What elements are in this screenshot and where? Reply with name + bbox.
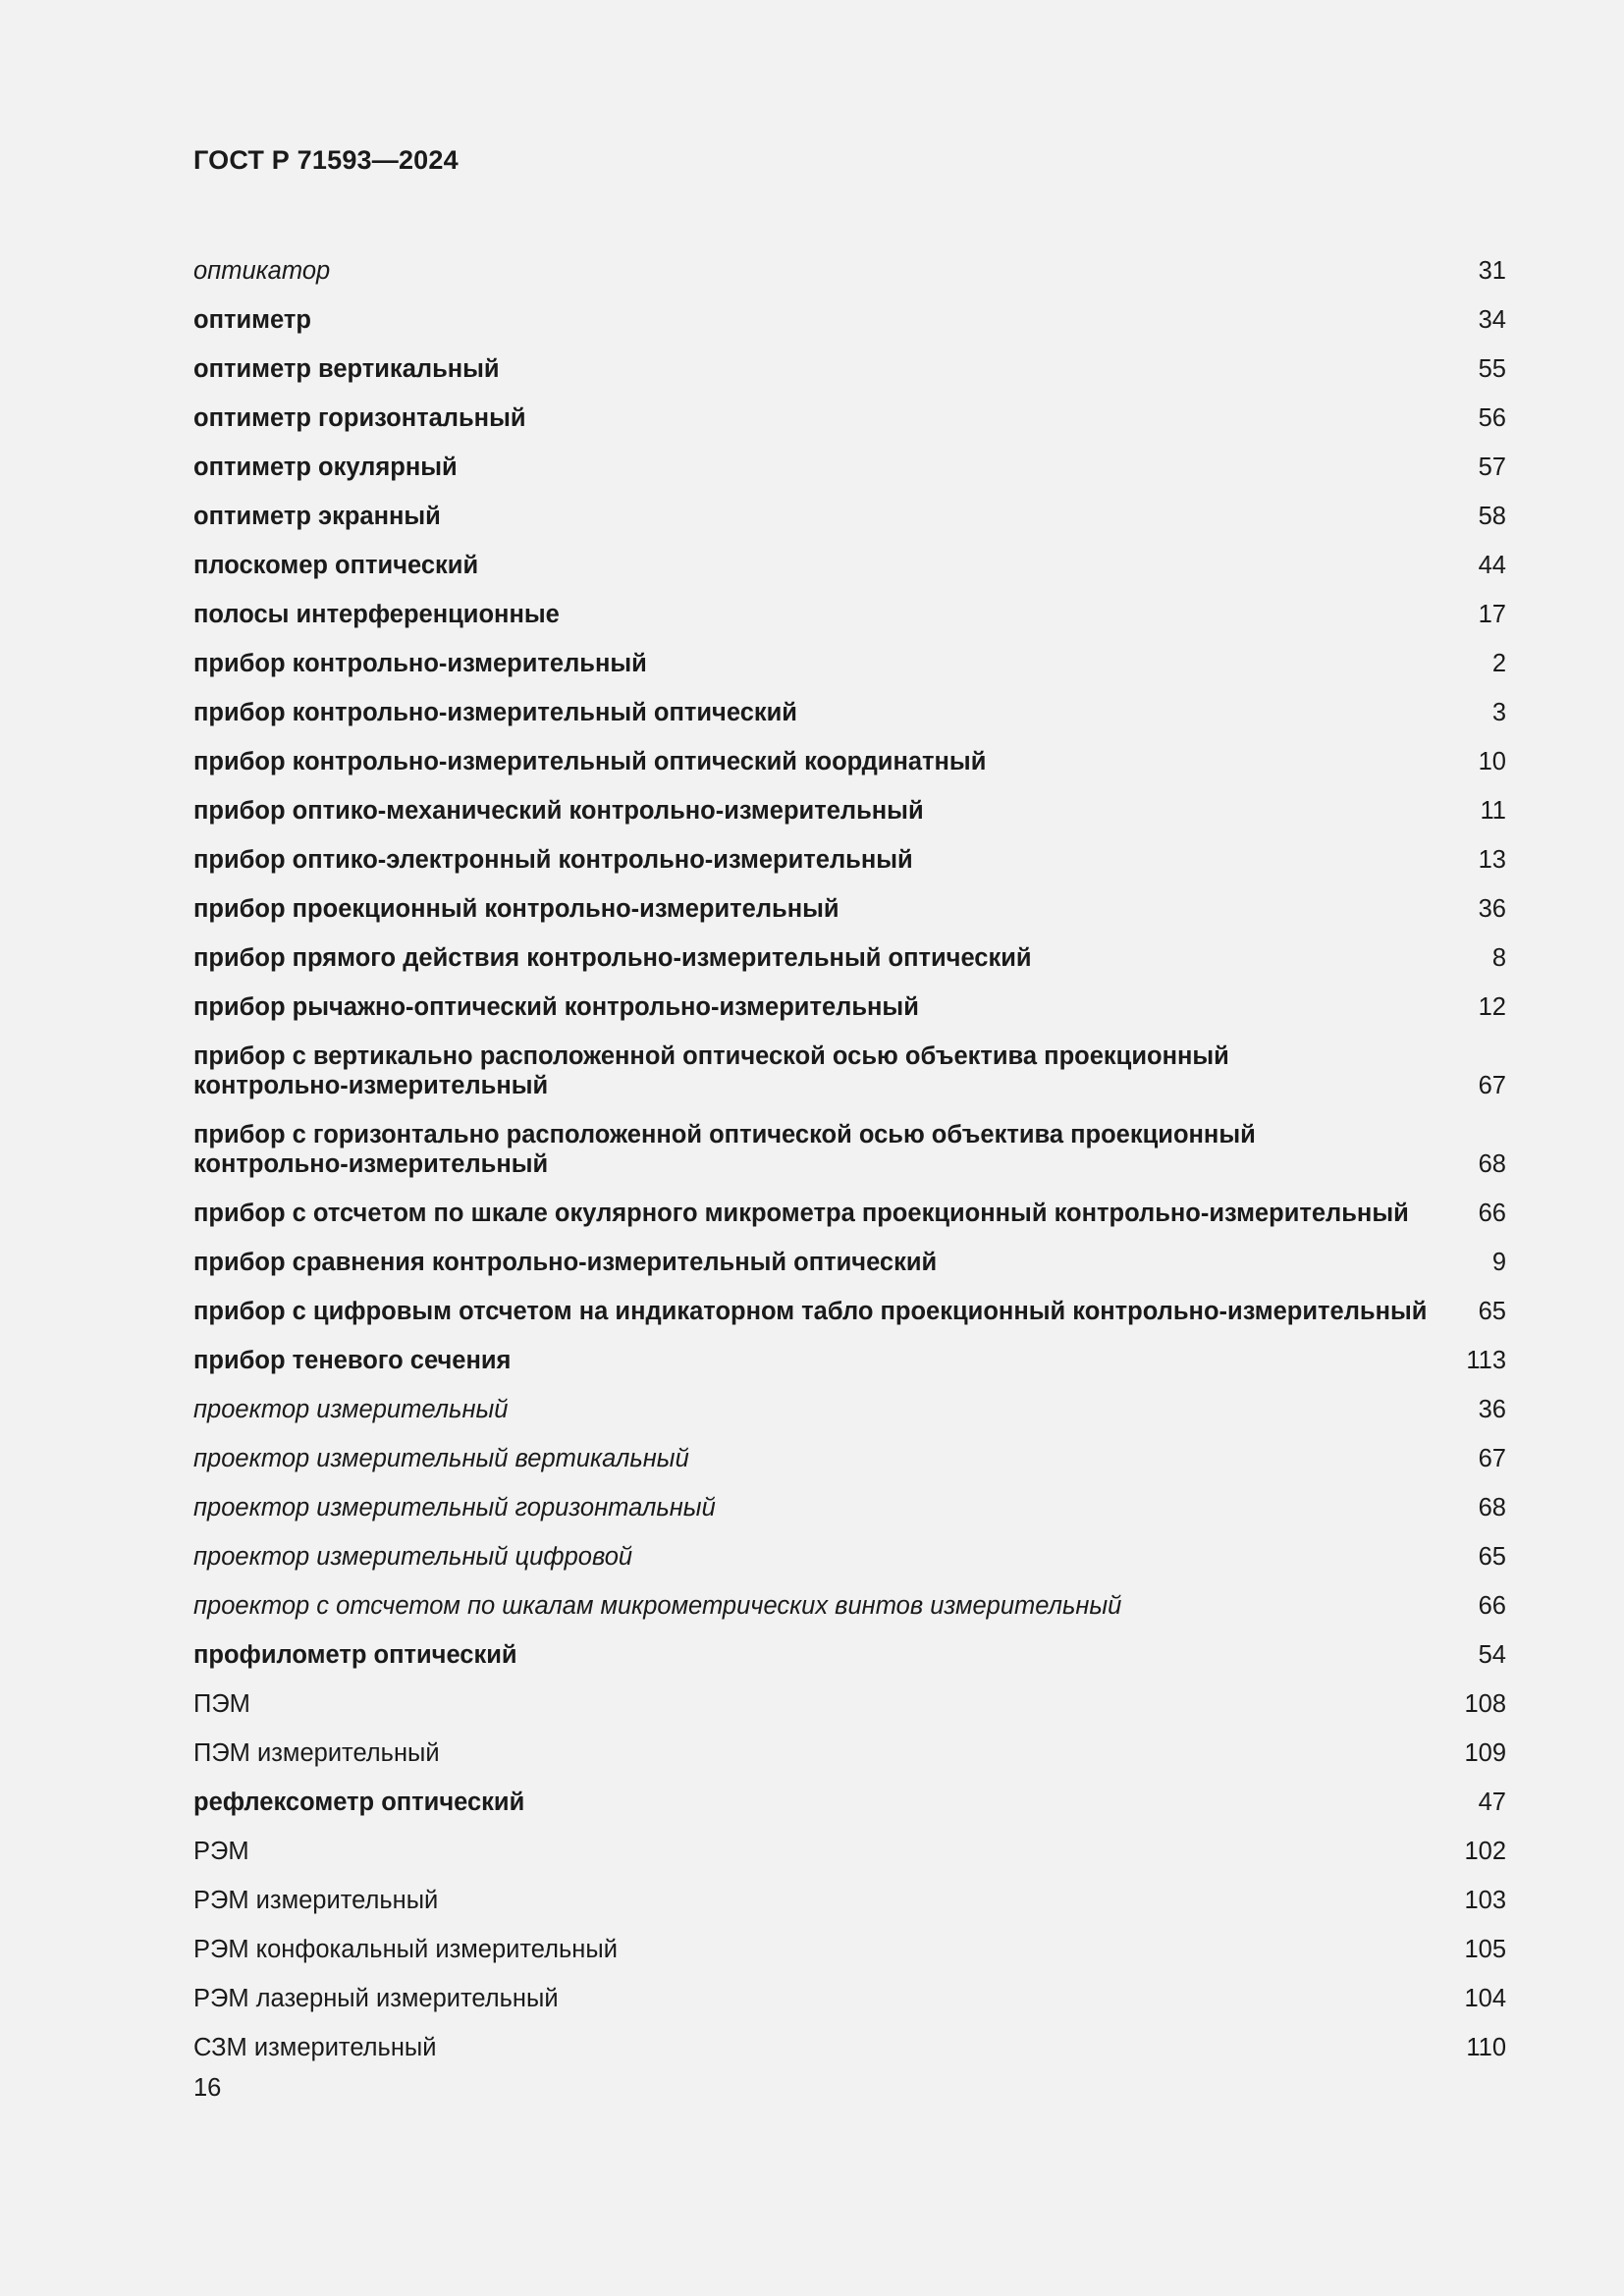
index-term: оптиметр горизонтальный xyxy=(193,404,526,432)
index-page-ref: 55 xyxy=(1478,355,1506,383)
index-entry xyxy=(193,1228,1506,1277)
index-term: оптикатор xyxy=(193,257,331,285)
index-term: ПЭМ xyxy=(193,1690,250,1718)
index-page-ref: 109 xyxy=(1464,1739,1506,1767)
index-term: профилометр оптический xyxy=(193,1641,517,1669)
index-page-ref: 66 xyxy=(1478,1592,1506,1620)
index-term: проектор измерительный xyxy=(193,1396,509,1423)
index-page-ref: 108 xyxy=(1464,1690,1506,1718)
index-page-ref: 65 xyxy=(1478,1543,1506,1571)
index-term: оптиметр экранный xyxy=(193,503,441,530)
document-header: ГОСТ Р 71593—2024 xyxy=(193,145,459,175)
index-page-ref: 68 xyxy=(1478,1150,1506,1178)
index-page-ref: 3 xyxy=(1491,699,1506,726)
index-entry xyxy=(193,875,1506,924)
index-term: РЭМ конфокальный измерительный xyxy=(193,1936,618,1963)
index-term: прибор с отсчетом по шкале окулярного микрометра проекционный контрольно-измерительный xyxy=(193,1200,1409,1227)
index-entry xyxy=(193,1277,1506,1326)
index-term: оптиметр окулярный xyxy=(193,454,458,481)
index-term: прибор контрольно-измерительный xyxy=(193,650,647,677)
index-page-ref: 31 xyxy=(1478,257,1506,285)
index-entry xyxy=(193,1522,1506,1572)
index-entry xyxy=(193,433,1506,482)
index-term: ПЭМ измерительный xyxy=(193,1739,440,1767)
index-page-ref: 113 xyxy=(1466,1347,1506,1374)
index-entry xyxy=(193,1100,1506,1179)
index-page-ref: 67 xyxy=(1478,1445,1506,1472)
index-page-ref: 68 xyxy=(1478,1494,1506,1522)
index-page-ref: 34 xyxy=(1478,306,1506,334)
index-entry xyxy=(193,286,1506,335)
index-entry xyxy=(193,335,1506,384)
index-term: проектор измерительный цифровой xyxy=(193,1543,633,1571)
index-page-ref: 105 xyxy=(1464,1936,1506,1963)
index-term: прибор с горизонтально расположенной оптической осью объектива проекционный контрольно-измерительный xyxy=(193,1121,1256,1178)
index-entry xyxy=(193,531,1506,580)
index-entry xyxy=(193,1179,1506,1228)
index-entry xyxy=(193,1866,1506,1915)
index-entry xyxy=(193,1022,1506,1100)
index-entry xyxy=(193,1719,1506,1768)
index-page-ref: 9 xyxy=(1491,1249,1506,1276)
index-term: СЗМ измерительный xyxy=(193,2034,437,2061)
index-page-ref: 11 xyxy=(1480,797,1506,825)
index-term: полосы интерференционные xyxy=(193,601,560,628)
index-entry xyxy=(193,1915,1506,1964)
index-page-ref: 67 xyxy=(1478,1072,1506,1099)
index-entry xyxy=(193,384,1506,433)
index-entry xyxy=(193,2013,1506,2062)
index-page-ref: 47 xyxy=(1478,1789,1506,1816)
index-term: прибор с вертикально расположенной оптической осью объектива проекционный контрольно-измерительный xyxy=(193,1042,1229,1099)
index-entry xyxy=(193,1375,1506,1424)
index-term: проектор измерительный вертикальный xyxy=(193,1445,689,1472)
index-term: РЭМ лазерный измерительный xyxy=(193,1985,559,2012)
index-term: прибор теневого сечения xyxy=(193,1347,512,1374)
index-term: РЭМ xyxy=(193,1838,249,1865)
index-term: прибор контрольно-измерительный оптический xyxy=(193,699,797,726)
index-page-ref: 57 xyxy=(1478,454,1506,481)
index-entry xyxy=(193,826,1506,875)
index-term: РЭМ измерительный xyxy=(193,1887,439,1914)
index-entry xyxy=(193,482,1506,531)
index-term: прибор с цифровым отсчетом на индикаторном табло проекционный контрольно-измерительный xyxy=(193,1298,1428,1325)
index-entry xyxy=(193,973,1506,1022)
index-entry xyxy=(193,727,1506,776)
index-entry xyxy=(193,1964,1506,2013)
index-term: оптиметр xyxy=(193,306,311,334)
index-entry xyxy=(193,678,1506,727)
index-entry xyxy=(193,1473,1506,1522)
index-page-ref: 12 xyxy=(1478,993,1506,1021)
index-term: прибор сравнения контрольно-измерительный оптический xyxy=(193,1249,938,1276)
index-page-ref: 44 xyxy=(1478,552,1506,579)
index-entry xyxy=(193,1326,1506,1375)
index-page-ref: 103 xyxy=(1464,1887,1506,1914)
index-term: проектор с отсчетом по шкалам микрометрических винтов измерительный xyxy=(193,1592,1122,1620)
index-entry xyxy=(193,1768,1506,1817)
index-page-ref: 65 xyxy=(1478,1298,1506,1325)
index-term: рефлексометр оптический xyxy=(193,1789,525,1816)
index-term: прибор контрольно-измерительный оптический координатный xyxy=(193,748,987,775)
index-entry xyxy=(193,629,1506,678)
index-page-ref: 102 xyxy=(1464,1838,1506,1865)
index-entry xyxy=(193,1817,1506,1866)
index-entry xyxy=(193,1424,1506,1473)
index-page-ref: 13 xyxy=(1478,846,1506,874)
index-term: прибор оптико-механический контрольно-измерительный xyxy=(193,797,924,825)
index-entry xyxy=(193,1621,1506,1670)
index-entry xyxy=(193,924,1506,973)
index-entry xyxy=(193,1670,1506,1719)
index-page-ref: 66 xyxy=(1478,1200,1506,1227)
index-entry xyxy=(193,237,1506,286)
index-page-ref: 36 xyxy=(1478,1396,1506,1423)
index-page-ref: 104 xyxy=(1464,1985,1506,2012)
index-term: прибор оптико-электронный контрольно-измерительный xyxy=(193,846,913,874)
index-term: прибор проекционный контрольно-измерительный xyxy=(193,895,839,923)
index-page-ref: 10 xyxy=(1478,748,1506,775)
index-page-ref: 8 xyxy=(1491,944,1506,972)
index-entry xyxy=(193,1572,1506,1621)
index-page-ref: 17 xyxy=(1478,601,1506,628)
index-page-ref: 58 xyxy=(1478,503,1506,530)
alphabetical-index xyxy=(193,237,1506,2062)
index-entry xyxy=(193,776,1506,826)
index-page-ref: 110 xyxy=(1466,2034,1506,2061)
index-page-ref: 36 xyxy=(1478,895,1506,923)
index-term: проектор измерительный горизонтальный xyxy=(193,1494,716,1522)
index-term: прибор прямого действия контрольно-измерительный оптический xyxy=(193,944,1032,972)
index-term: оптиметр вертикальный xyxy=(193,355,500,383)
index-entry xyxy=(193,580,1506,629)
index-page-ref: 54 xyxy=(1478,1641,1506,1669)
index-page-ref: 56 xyxy=(1478,404,1506,432)
page-number: 16 xyxy=(193,2074,222,2102)
index-term: плоскомер оптический xyxy=(193,552,479,579)
index-term: прибор рычажно-оптический контрольно-измерительный xyxy=(193,993,919,1021)
index-page-ref: 2 xyxy=(1491,650,1506,677)
